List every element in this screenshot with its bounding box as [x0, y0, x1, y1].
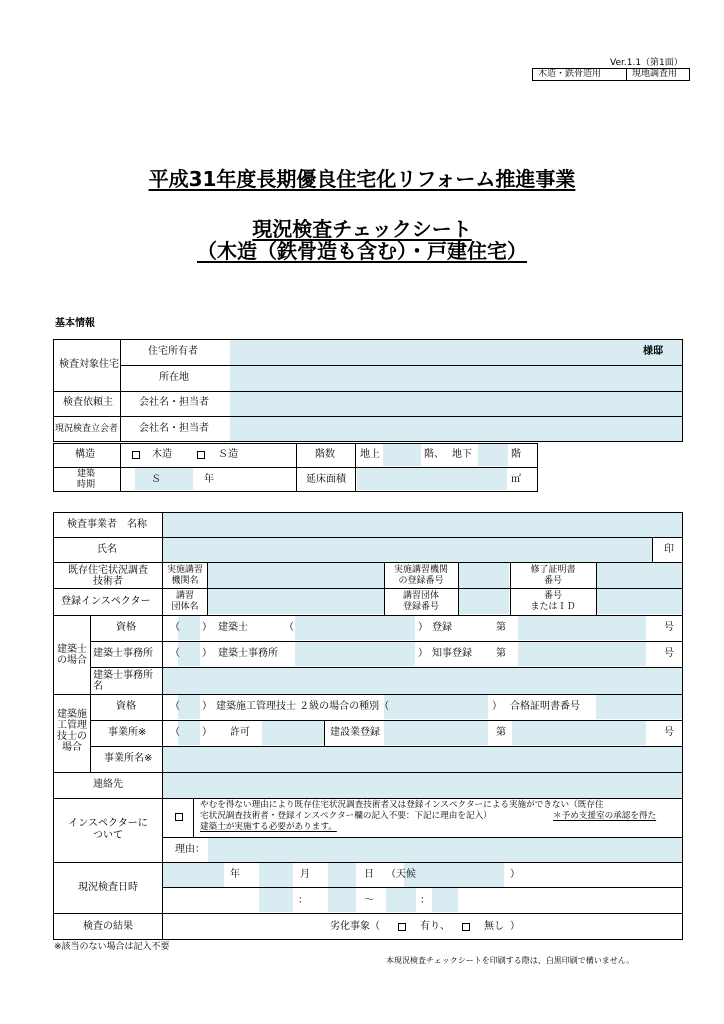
deterioration-label: 劣化事象（: [330, 921, 380, 932]
gatsu-label: 月: [300, 869, 310, 880]
course-org-label-2: 機関名: [171, 576, 199, 586]
paren-close: ）: [418, 622, 428, 633]
note-line-2b: ＊予め支援室の承認を得た: [553, 811, 657, 821]
course-reg-label-1: 実施講習機関: [393, 565, 448, 575]
steel-label: Ｓ造: [218, 449, 238, 460]
weather-label: （天候: [386, 869, 416, 880]
built-label-1: 建築: [76, 469, 95, 479]
no-label: 第: [496, 648, 506, 659]
year-label: 年: [204, 474, 214, 485]
above-unit: 階、: [424, 449, 444, 460]
manager-case-label-3: 技士の: [57, 731, 87, 742]
tag-survey: 現地調査用: [632, 69, 678, 79]
target-house-label: 検査対象住宅: [59, 359, 119, 370]
go-label: 号: [664, 648, 674, 659]
manager-qualification-label: 資格: [116, 701, 136, 712]
business-name-label: 検査事業者 名称: [67, 519, 147, 530]
note-line-1: やむを得ない理由により既存住宅状況調査技術者又は登録インスペクターによる実施ができない（既存住: [200, 800, 604, 810]
result-label: 検査の結果: [83, 921, 133, 932]
requester-label: 検査依頼主: [63, 397, 113, 408]
survey-engineer-label-2: 技術者: [93, 576, 123, 587]
deterioration-yes-checkbox[interactable]: [398, 923, 406, 931]
about-inspector-label-1: インスペクターに: [68, 818, 148, 829]
owner-label: 住宅所有者: [148, 346, 198, 357]
registration-label: 登録: [432, 622, 452, 633]
reason-label: 理由：: [175, 844, 205, 855]
tilde: ～: [364, 895, 374, 906]
witness-detail: 会社名・担当者: [139, 423, 209, 434]
manager-case-label-4: 場合: [62, 742, 82, 753]
colon-1: ：: [298, 895, 308, 906]
paren-close: ）: [202, 727, 212, 738]
page-title: 平成31年度長期優良住宅化リフォーム推進事業: [148, 167, 576, 191]
paren-close: ）: [492, 701, 502, 712]
era-label: Ｓ: [151, 474, 161, 485]
result-close: ）: [510, 921, 520, 932]
floor-area-label: 延床面積: [306, 474, 346, 485]
steel-checkbox[interactable]: [197, 451, 205, 459]
no-label: 第: [496, 727, 506, 738]
manager-case-label-2: 工管理: [57, 720, 87, 731]
paren-open: （: [170, 727, 180, 738]
course-reg-label-2: の登録番号: [398, 576, 444, 586]
course-org-label-1: 実施講習: [166, 565, 203, 575]
go-label: 号: [664, 622, 674, 633]
wood-label: 木造: [152, 449, 172, 460]
office-row-label: 建築士事務所: [93, 648, 153, 659]
survey-engineer-label-1: 既存住宅状況調査: [68, 565, 148, 576]
group-label-2: 団体名: [171, 602, 199, 612]
registered-inspector-label: 登録インスペクター: [61, 596, 151, 607]
pass-cert-label: 合格証明書番号: [510, 701, 580, 712]
go-label: 号: [664, 727, 674, 738]
architect-label: 建築士: [218, 622, 248, 633]
architect-case-label-1: 建築士: [57, 644, 87, 655]
owner-suffix: 様邸: [643, 346, 663, 357]
deterioration-none-label: 無し: [484, 921, 504, 932]
nen-label: 年: [230, 869, 240, 880]
group-reg-label-2: 登録番号: [402, 602, 439, 612]
structure-label: 構造: [75, 449, 95, 460]
business-office-label: 事業所※: [108, 727, 147, 738]
office-name-label-1: 建築士事務所: [93, 670, 153, 681]
paren-open: （: [170, 648, 180, 659]
architect-case-label-2: の場合: [57, 655, 87, 666]
floors-label: 階数: [315, 449, 335, 460]
seal-label: 印: [664, 544, 674, 555]
inspection-date-label: 現況検査日時: [78, 882, 138, 893]
manager-qual-label: 建築施工管理技士 ２級の場合の種別（: [216, 701, 390, 712]
version-label: Ver.1.1（第1面）: [610, 58, 683, 68]
sqm-unit: ㎡: [511, 474, 521, 485]
manager-case-label-1: 建築施: [57, 709, 87, 720]
about-inspector-label-2: ついて: [93, 830, 123, 841]
paren-open: （: [170, 622, 180, 633]
id-label-1: 番号: [543, 591, 562, 601]
no-inspector-checkbox[interactable]: [175, 813, 183, 821]
qualification-label: 資格: [116, 622, 136, 633]
footer-note-left: ※該当のない場合は記入不要: [54, 942, 170, 952]
below-label: 地下: [452, 449, 472, 460]
footer-note-right: 本現況検査チェックシートを印刷する際は、白黒印刷で構いません。: [386, 956, 635, 965]
note-line-3: 建築士が実施する必要があります。: [200, 822, 337, 832]
construction-reg-label: 建設業登録: [330, 727, 380, 738]
office-label: 建築士事務所: [218, 648, 278, 659]
wood-checkbox[interactable]: [132, 451, 140, 459]
paren-close: ）: [418, 648, 428, 659]
tag-structure: 木造・鉄骨造用: [538, 69, 602, 79]
group-reg-label-1: 講習団体: [402, 591, 439, 601]
below-unit: 階: [511, 449, 521, 460]
contact-label: 連絡先: [93, 779, 123, 790]
location-label: 所在地: [159, 372, 189, 383]
name-label: 氏名: [97, 544, 117, 555]
paren-open: （: [284, 622, 294, 633]
requester-detail: 会社名・担当者: [139, 397, 209, 408]
deterioration-yes-label: 有り、: [420, 921, 450, 932]
id-label-2: またはＩＤ: [530, 602, 576, 612]
built-label-2: 時期: [76, 480, 95, 490]
above-label: 地上: [360, 449, 380, 460]
paren-close: ）: [202, 622, 212, 633]
no-label: 第: [496, 622, 506, 633]
deterioration-none-checkbox[interactable]: [462, 923, 470, 931]
permit-label: 許可: [230, 727, 250, 738]
governor-reg-label: 知事登録: [432, 648, 472, 659]
nichi-label: 日: [364, 869, 374, 880]
colon-2: ：: [420, 895, 430, 906]
business-office-name-label: 事業所名※: [104, 753, 153, 764]
sheet-subtitle: （木造（鉄骨造も含む）・戸建住宅）: [197, 239, 527, 263]
cert-label-1: 修了証明書: [530, 565, 576, 575]
office-name-label-2: 名: [93, 681, 103, 692]
paren-close: ）: [202, 701, 212, 712]
cert-label-2: 番号: [543, 576, 562, 586]
group-label-1: 講習: [175, 591, 194, 601]
paren-close: ）: [202, 648, 212, 659]
note-line-2a: 宅状況調査技術者・登録インスペクター欄の記入不要：下記に理由を記入）: [200, 811, 492, 821]
weather-close: ）: [510, 869, 520, 880]
paren-open: （: [170, 701, 180, 712]
witness-label: 現況検査立会者: [55, 424, 119, 434]
sheet-title: 現況検査チェックシート: [252, 217, 472, 241]
basic-info-heading: 基本情報: [55, 318, 95, 329]
